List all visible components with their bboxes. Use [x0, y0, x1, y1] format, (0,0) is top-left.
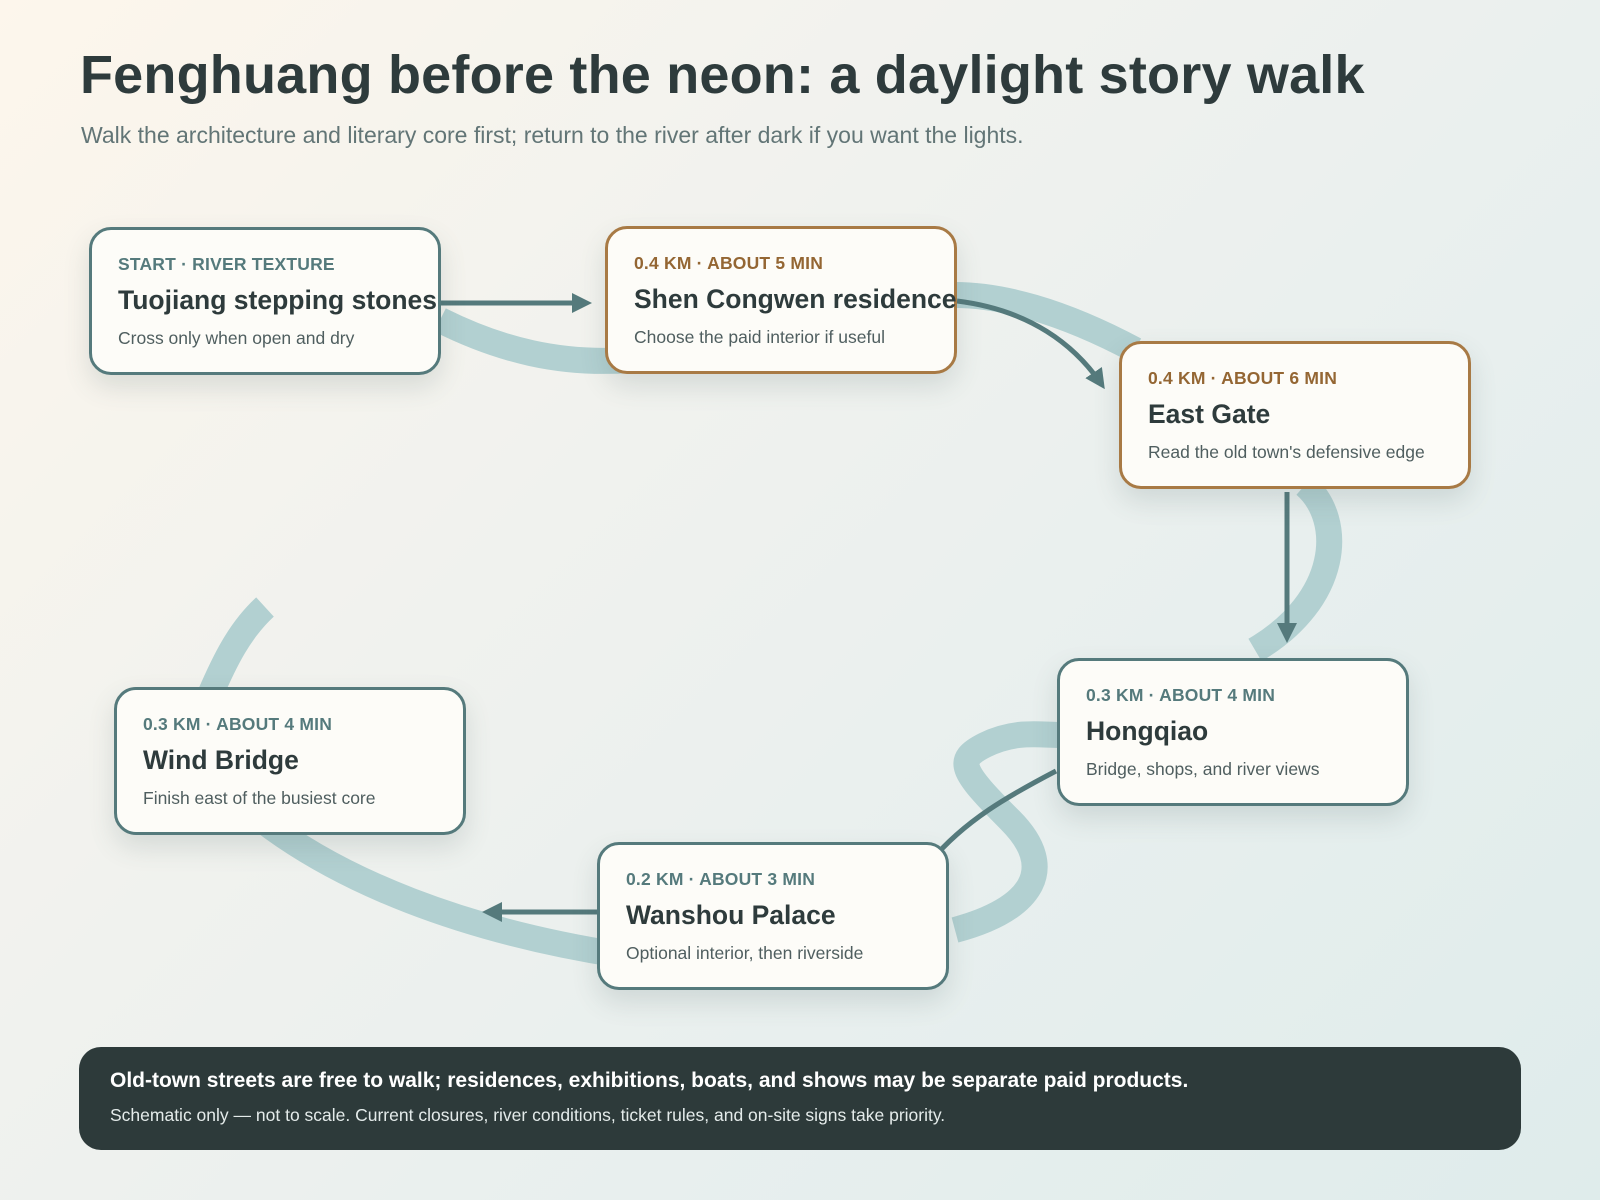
stop-name: Hongqiao: [1086, 716, 1209, 746]
stop-card-hongqiao: [1057, 658, 1409, 806]
footer-notice: [79, 1047, 1521, 1150]
stop-note: Cross only when open and dry: [118, 328, 355, 348]
stop-card-shen-congwen-residence: [605, 226, 957, 374]
stop-card-wind-bridge: [114, 687, 466, 835]
stop-meta: 0.3 KM · ABOUT 4 MIN: [1086, 685, 1276, 705]
stop-name: Tuojiang stepping stones: [118, 285, 437, 315]
page-title: Fenghuang before the neon: a daylight story walk: [80, 45, 1365, 105]
stop-note: Finish east of the busiest core: [143, 788, 376, 808]
stop-name: Wind Bridge: [143, 745, 299, 775]
stop-name: Shen Congwen residence: [634, 284, 957, 314]
stop-meta: 0.3 KM · ABOUT 4 MIN: [143, 714, 333, 734]
stop-note: Bridge, shops, and river views: [1086, 759, 1320, 779]
stop-meta: START · RIVER TEXTURE: [118, 254, 335, 274]
stop-meta: 0.4 KM · ABOUT 5 MIN: [634, 253, 824, 273]
stop-name: Wanshou Palace: [626, 900, 836, 930]
footer-disclaimer: Schematic only — not to scale. Current closures, river conditions, ticket rules, and on-site signs take priority.: [110, 1105, 946, 1125]
stop-meta: 0.2 KM · ABOUT 3 MIN: [626, 869, 816, 889]
stop-note: Choose the paid interior if useful: [634, 327, 885, 347]
stop-card-east-gate: [1119, 341, 1471, 489]
stop-card-tuojiang-stepping-stones: [89, 227, 441, 375]
stop-card-wanshou-palace: [597, 842, 949, 990]
footer-headline: Old-town streets are free to walk; residences, exhibitions, boats, and shows may be separate paid products.: [110, 1069, 1189, 1092]
stop-note: Read the old town's defensive edge: [1148, 442, 1425, 462]
stop-name: East Gate: [1148, 399, 1271, 429]
stop-meta: 0.4 KM · ABOUT 6 MIN: [1148, 368, 1338, 388]
page-subtitle: Walk the architecture and literary core first; return to the river after dark if you want the lights.: [81, 122, 1024, 148]
stop-note: Optional interior, then riverside: [626, 943, 864, 963]
